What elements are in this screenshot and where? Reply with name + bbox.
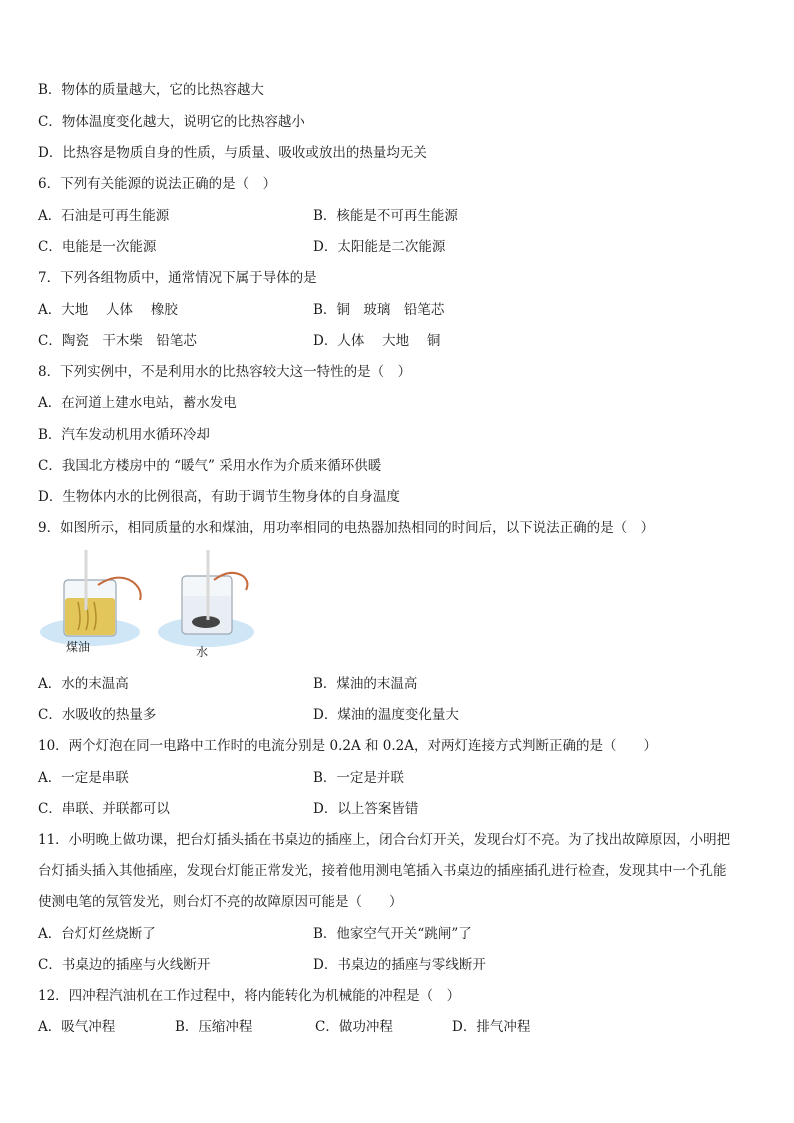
q8-option-c: C．我国北方楼房中的 “暖气” 采用水作为介质来循环供暖: [38, 458, 382, 474]
q9-option-c: C．水吸收的热量多: [38, 707, 157, 723]
q11-stem-line-1: 11．小明晚上做功课，把台灯插头插在书桌边的插座上，闭合台灯开关，发现台灯不亮。为了找出故障原因，小明把: [38, 832, 731, 848]
beakers-figure: [38, 550, 258, 660]
q8-option-a: A．在河道上建水电站，蓄水发电: [38, 395, 237, 411]
kerosene-label: 煤油: [66, 640, 91, 654]
q12-option-b: B．压缩冲程: [175, 1019, 253, 1035]
q6-option-b: B．核能是不可再生能源: [313, 208, 458, 224]
q5-option-c: C．物体温度变化越大，说明它的比热容越小: [38, 114, 305, 130]
q11-stem-line-3: 使测电笔的氖管发光，则台灯不亮的故障原因可能是（ ）: [38, 894, 403, 910]
q10-stem: 10．两个灯泡在同一电路中工作时的电流分别是 0.2A 和 0.2A，对两灯连接方式判断正确的是（ ）: [38, 738, 657, 754]
q10-option-b: B．一定是并联: [313, 770, 404, 786]
oil-liquid: [65, 598, 115, 635]
q10-option-c: C．串联、并联都可以: [38, 801, 170, 817]
q6-option-a: A．石油是可再生能源: [38, 208, 170, 224]
q11-option-d: D．书桌边的插座与零线断开: [313, 957, 486, 973]
q6-option-d: D．太阳能是二次能源: [313, 239, 446, 255]
q9-option-d: D．煤油的温度变化量大: [313, 707, 459, 723]
q11-option-a: A．台灯灯丝烧断了: [38, 926, 156, 942]
q5-option-b: B．物体的质量越大，它的比热容越大: [38, 82, 264, 98]
q7-option-a: A．大地 人体 橡胶: [38, 302, 178, 318]
q9-stem: 9．如图所示，相同质量的水和煤油，用功率相同的电热器加热相同的时间后，以下说法正确的是（ ）: [38, 520, 655, 536]
q5-option-d: D．比热容是物质自身的性质，与质量、吸收或放出的热量均无关: [38, 145, 427, 161]
q6-option-c: C．电能是一次能源: [38, 239, 157, 255]
q11-option-b: B．他家空气开关“跳闸”了: [313, 926, 472, 942]
q7-option-d: D．人体 大地 铜: [313, 333, 441, 349]
q6-stem: 6．下列有关能源的说法正确的是（ ）: [38, 176, 277, 192]
q9-option-b: B．煤油的末温高: [313, 676, 418, 692]
q8-option-d: D．生物体内水的比例很高，有助于调节生物身体的自身温度: [38, 489, 400, 505]
q10-option-a: A．一定是串联: [38, 770, 129, 786]
q9-option-a: A．水的末温高: [38, 676, 129, 692]
q11-stem-line-2: 台灯插头插入其他插座，发现台灯能正常发光，接着他用测电笔插入书桌边的插座插孔进行检查，发现其中一个孔能: [38, 863, 727, 879]
q10-option-d: D．以上答案皆错: [313, 801, 419, 817]
q12-option-c: C．做功冲程: [315, 1019, 393, 1035]
right-heater-base: [192, 616, 220, 628]
water-label: 水: [196, 645, 209, 659]
q8-option-b: B．汽车发动机用水循环冷却: [38, 427, 210, 443]
q7-stem: 7．下列各组物质中，通常情况下属于导体的是: [38, 270, 317, 286]
q7-option-c: C．陶瓷 干木柴 铅笔芯: [38, 333, 197, 349]
q7-option-b: B．铜 玻璃 铅笔芯: [313, 302, 445, 318]
q12-stem: 12．四冲程汽油机在工作过程中，将内能转化为机械能的冲程是（ ）: [38, 988, 461, 1004]
q12-option-d: D．排气冲程: [452, 1019, 531, 1035]
q8-stem: 8．下列实例中，不是利用水的比热容较大这一特性的是（ ）: [38, 364, 412, 380]
q12-option-a: A．吸气冲程: [38, 1019, 116, 1035]
q11-option-c: C．书桌边的插座与火线断开: [38, 957, 211, 973]
